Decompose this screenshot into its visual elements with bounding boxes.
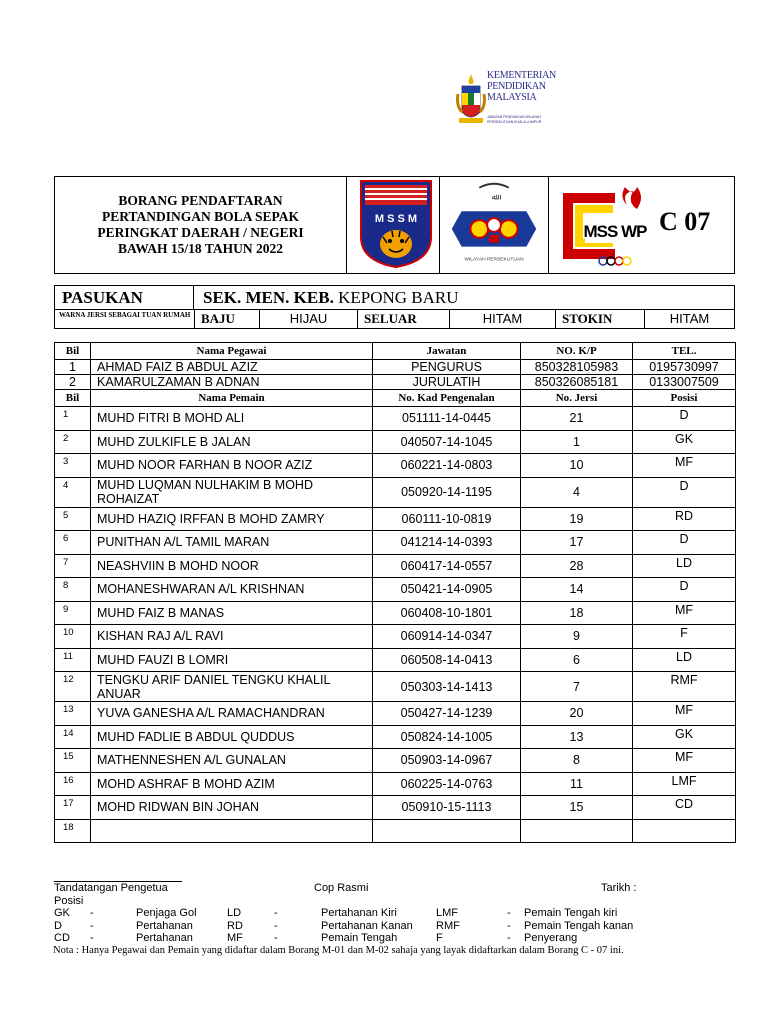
legend-dash: - — [274, 932, 278, 944]
player-position: RD — [633, 507, 736, 531]
header-jersey-no: No. Jersi — [521, 390, 633, 407]
position-legend — [54, 907, 754, 945]
header-tel: TEL. — [633, 343, 736, 360]
player-jersey-no: 6 — [521, 648, 633, 672]
kit-socks-label: STOKIN — [555, 310, 644, 328]
player-position — [633, 819, 736, 843]
ministry-name: KEMENTERIAN PENDIDIKAN MALAYSIA — [487, 70, 556, 103]
header-ic: NO. K/P — [521, 343, 633, 360]
player-row — [55, 531, 736, 555]
player-bil: 2 — [55, 430, 91, 454]
kit-shirt-label: BAJU — [194, 310, 259, 328]
player-name: MUHD FAUZI B LOMRI — [91, 648, 373, 672]
player-bil: 5 — [55, 507, 91, 531]
player-position: F — [633, 625, 736, 649]
player-name: MOHANESHWARAN A/L KRISHNAN — [91, 578, 373, 602]
player-name: MUHD ZULKIFLE B JALAN — [91, 430, 373, 454]
player-row — [55, 477, 736, 507]
player-ic: 060914-14-0347 — [373, 625, 521, 649]
player-row — [55, 648, 736, 672]
ministry-logo — [456, 68, 556, 142]
wp-logo-text: WILAYAH PERSEKUTUAN — [464, 257, 524, 263]
form-title: BORANG PENDAFTARAN PERTANDINGAN BOLA SEPAK PERINGKAT DAERAH / NEGERI BAWAH 15/18 TAHUN 2022 — [55, 177, 347, 273]
player-jersey-no: 8 — [521, 749, 633, 773]
legend-dash: - — [507, 932, 511, 944]
legend-dash: - — [507, 907, 511, 919]
player-bil: 9 — [55, 601, 91, 625]
player-bil: 12 — [55, 672, 91, 702]
player-jersey-no: 14 — [521, 578, 633, 602]
legend-code: LMF — [436, 907, 458, 919]
player-bil: 7 — [55, 554, 91, 578]
player-bil: 17 — [55, 796, 91, 820]
player-name: MATHENNESHEN A/L GUNALAN — [91, 749, 373, 773]
player-ic: 060417-14-0557 — [373, 554, 521, 578]
legend-desc: Pertahanan — [136, 932, 193, 944]
header-player-name: Nama Pemain — [91, 390, 373, 407]
player-position: RMF — [633, 672, 736, 702]
player-name: TENGKU ARIF DANIEL TENGKU KHALIL ANUAR — [91, 672, 373, 702]
player-name: PUNITHAN A/L TAMIL MARAN — [91, 531, 373, 555]
player-position: LMF — [633, 772, 736, 796]
player-bil: 15 — [55, 749, 91, 773]
player-ic: 050421-14-0905 — [373, 578, 521, 602]
player-jersey-no: 17 — [521, 531, 633, 555]
player-ic: 060225-14-0763 — [373, 772, 521, 796]
position-legend-title: Posisi — [54, 894, 84, 907]
player-name: MUHD FAIZ B MANAS — [91, 601, 373, 625]
team-name: SEK. MEN. KEB. KEPONG BARU — [203, 288, 459, 307]
footer-note: Nota : Hanya Pegawai dan Pemain yang didaftar dalam Borang M-01 dan M-02 sahaja yang layak didaftarkan dalam Borang C - 07 ini. — [53, 944, 624, 956]
player-jersey-no: 1 — [521, 430, 633, 454]
player-row — [55, 625, 736, 649]
legend-dash: - — [274, 907, 278, 919]
player-row — [55, 819, 736, 843]
player-name: MOHD ASHRAF B MOHD AZIM — [91, 772, 373, 796]
header-position: Posisi — [633, 390, 736, 407]
player-jersey-no: 19 — [521, 507, 633, 531]
form-header — [54, 176, 735, 274]
svg-text:ﷲ: ﷲ — [491, 192, 497, 202]
player-ic — [373, 819, 521, 843]
legend-dash: - — [274, 919, 278, 932]
wilayah-persekutuan-logo-icon — [439, 177, 549, 273]
player-position: MF — [633, 702, 736, 726]
player-row — [55, 601, 736, 625]
player-ic: 060508-14-0413 — [373, 648, 521, 672]
player-row — [55, 702, 736, 726]
player-position: MF — [633, 601, 736, 625]
player-bil: 10 — [55, 625, 91, 649]
kit-shorts-value: HITAM — [449, 310, 555, 328]
player-jersey-no: 7 — [521, 672, 633, 702]
header-player-ic: No. Kad Pengenalan — [373, 390, 521, 407]
legend-desc: Pertahanan — [136, 919, 193, 932]
player-jersey-no — [521, 819, 633, 843]
official-stamp-label: Cop Rasmi — [314, 882, 369, 894]
legend-code: RD — [227, 919, 243, 932]
player-name: MUHD HAZIQ IRFFAN B MOHD ZAMRY — [91, 507, 373, 531]
legend-code: F — [436, 932, 443, 944]
player-jersey-no: 11 — [521, 772, 633, 796]
header-player-bil: Bil — [55, 390, 91, 407]
legend-code: LD — [227, 907, 242, 919]
player-row — [55, 796, 736, 820]
player-jersey-no: 9 — [521, 625, 633, 649]
player-name: NEASHVIIN B MOHD NOOR — [91, 554, 373, 578]
player-jersey-no: 18 — [521, 601, 633, 625]
malaysia-crest-icon — [456, 72, 486, 136]
player-position: GK — [633, 430, 736, 454]
player-ic: 050903-14-0967 — [373, 749, 521, 773]
officials-header-row — [55, 343, 736, 360]
player-row — [55, 430, 736, 454]
player-ic: 041214-14-0393 — [373, 531, 521, 555]
player-name: KISHAN RAJ A/L RAVI — [91, 625, 373, 649]
legend-desc: Pemain Tengah kanan — [524, 919, 634, 932]
legend-code: GK — [54, 907, 70, 919]
legend-desc: Pertahanan Kanan — [321, 919, 413, 932]
legend-code: D — [54, 919, 62, 932]
header-bil: Bil — [55, 343, 91, 360]
legend-desc: Pertahanan Kiri — [321, 907, 397, 919]
player-row — [55, 454, 736, 478]
legend-dash: - — [90, 932, 94, 944]
player-position: LD — [633, 554, 736, 578]
ministry-department: JABATAN PENDIDIKAN WILAYAH PERSEKUTUAN KUALA LUMPUR — [487, 115, 542, 124]
player-ic: 050303-14-1413 — [373, 672, 521, 702]
official-row: 2 KAMARULZAMAN B ADNAN JURULATIH 850326085181 0133007509 — [55, 375, 736, 390]
player-jersey-no: 15 — [521, 796, 633, 820]
player-position: D — [633, 477, 736, 507]
player-ic: 040507-14-1045 — [373, 430, 521, 454]
kit-shorts-label: SELUAR — [357, 310, 449, 328]
player-jersey-no: 28 — [521, 554, 633, 578]
legend-desc: Penjaga Gol — [136, 907, 197, 919]
form-code: C 07 — [659, 207, 711, 236]
player-row — [55, 507, 736, 531]
player-bil: 4 — [55, 477, 91, 507]
player-jersey-no: 21 — [521, 407, 633, 431]
player-name: MOHD RIDWAN BIN JOHAN — [91, 796, 373, 820]
player-position: LD — [633, 648, 736, 672]
player-ic: 050910-15-1113 — [373, 796, 521, 820]
player-name: MUHD LUQMAN NULHAKIM B MOHD ROHAIZAT — [91, 477, 373, 507]
player-row — [55, 749, 736, 773]
player-bil: 18 — [55, 819, 91, 843]
jersey-note: WARNA JERSI SEBAGAI TUAN RUMAH — [59, 311, 191, 319]
player-bil: 11 — [55, 648, 91, 672]
msswp-logo-icon — [553, 183, 658, 269]
player-position: D — [633, 407, 736, 431]
player-position: GK — [633, 725, 736, 749]
player-ic: 050920-14-1195 — [373, 477, 521, 507]
legend-code: MF — [227, 932, 243, 944]
team-info — [54, 285, 735, 329]
msswp-logo-text: MSS WP — [583, 222, 647, 241]
player-bil: 3 — [55, 454, 91, 478]
player-row — [55, 772, 736, 796]
player-bil: 8 — [55, 578, 91, 602]
team-label: PASUKAN — [55, 286, 194, 310]
legend-desc: Pemain Tengah kiri — [524, 907, 618, 919]
player-jersey-no: 4 — [521, 477, 633, 507]
mssm-logo-text: M S S M — [374, 213, 418, 225]
player-jersey-no: 13 — [521, 725, 633, 749]
player-ic: 051111-14-0445 — [373, 407, 521, 431]
player-jersey-no: 20 — [521, 702, 633, 726]
legend-desc: Pemain Tengah — [321, 932, 398, 944]
player-bil: 14 — [55, 725, 91, 749]
header-role: Jawatan — [373, 343, 521, 360]
player-name: MUHD FITRI B MOHD ALI — [91, 407, 373, 431]
player-bil: 1 — [55, 407, 91, 431]
player-position: D — [633, 531, 736, 555]
player-name — [91, 819, 373, 843]
player-ic: 060111-10-0819 — [373, 507, 521, 531]
official-row: 1 AHMAD FAIZ B ABDUL AZIZ PENGURUS 850328105983 0195730997 — [55, 360, 736, 375]
player-position: CD — [633, 796, 736, 820]
players-header-row — [55, 390, 736, 407]
player-ic: 060221-14-0803 — [373, 454, 521, 478]
legend-code: CD — [54, 932, 70, 944]
player-position: MF — [633, 454, 736, 478]
registration-table — [54, 342, 736, 843]
player-position: MF — [633, 749, 736, 773]
player-ic: 060408-10-1801 — [373, 601, 521, 625]
player-bil: 13 — [55, 702, 91, 726]
kit-socks-value: HITAM — [644, 310, 734, 328]
legend-code: RMF — [436, 919, 460, 932]
legend-dash: - — [90, 919, 94, 932]
date-label: Tarikh : — [601, 882, 637, 894]
mssm-logo-icon — [359, 179, 433, 269]
player-row — [55, 672, 736, 702]
player-row — [55, 407, 736, 431]
player-ic: 050824-14-1005 — [373, 725, 521, 749]
legend-dash: - — [507, 919, 511, 932]
legend-dash: - — [90, 907, 94, 919]
principal-signature-label: Tandatangan Pengetua — [54, 882, 168, 894]
player-name: MUHD NOOR FARHAN B NOOR AZIZ — [91, 454, 373, 478]
form-footer — [54, 882, 754, 957]
player-row — [55, 554, 736, 578]
kit-shirt-value: HIJAU — [259, 310, 357, 328]
player-ic: 050427-14-1239 — [373, 702, 521, 726]
player-row — [55, 725, 736, 749]
player-bil: 16 — [55, 772, 91, 796]
player-jersey-no: 10 — [521, 454, 633, 478]
player-position: D — [633, 578, 736, 602]
player-row — [55, 578, 736, 602]
player-name: YUVA GANESHA A/L RAMACHANDRAN — [91, 702, 373, 726]
player-bil: 6 — [55, 531, 91, 555]
legend-desc: Penyerang — [524, 932, 578, 944]
player-name: MUHD FADLIE B ABDUL QUDDUS — [91, 725, 373, 749]
header-official-name: Nama Pegawai — [91, 343, 373, 360]
